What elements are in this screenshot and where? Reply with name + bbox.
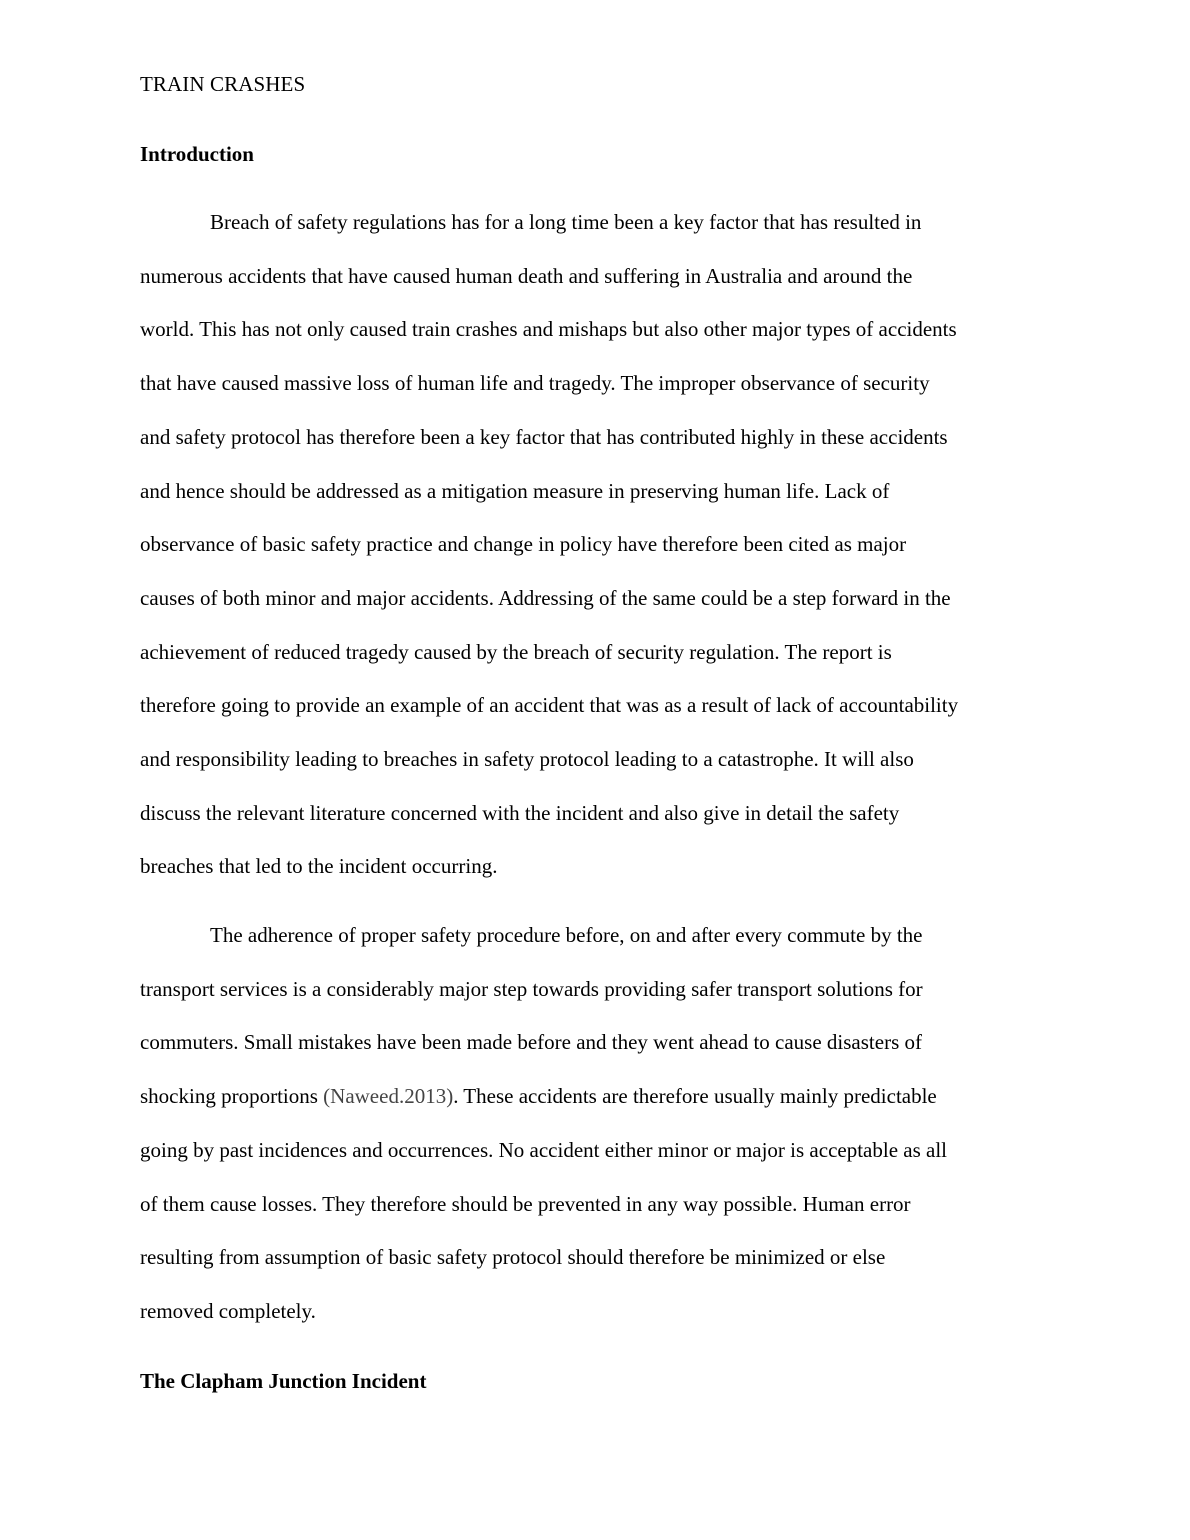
paragraph-line: causes of both minor and major accidents. Addressing of the same could be a step forward in the	[140, 585, 951, 610]
citation-naweed-2013[interactable]: (Naweed.2013)	[323, 1084, 454, 1109]
paragraph-line: that have caused massive loss of human life and tragedy. The improper observance of security	[140, 371, 930, 396]
paragraph-line: world. This has not only caused train crashes and mishaps but also other major types of accidents	[140, 317, 957, 342]
paragraph-line-with-citation	[140, 1070, 1060, 1124]
paragraph-line: and safety protocol has therefore been a key factor that has contributed highly in these accidents	[140, 424, 948, 449]
paragraph-line: and responsibility leading to breaches in safety protocol leading to a catastrophe. It will also	[140, 747, 914, 772]
paragraph-line: transport services is a considerably major step towards providing safer transport solutions for	[140, 976, 923, 1001]
paragraph-line: achievement of reduced tragedy caused by the breach of security regulation. The report is	[140, 639, 892, 664]
paragraph-line: resulting from assumption of basic safety protocol should therefore be minimized or else	[140, 1245, 886, 1270]
line-text: . These accidents are therefore usually mainly predictable	[453, 1084, 937, 1109]
paragraph-line: breaches that led to the incident occurring.	[140, 854, 498, 879]
paragraph-line: and hence should be addressed as a mitigation measure in preserving human life. Lack of	[140, 478, 890, 503]
paragraph-line: observance of basic safety practice and change in policy have therefore been cited as major	[140, 532, 907, 557]
paragraph-line: numerous accidents that have caused human death and suffering in Australia and around the	[140, 263, 913, 288]
paragraph-line: discuss the relevant literature concerned with the incident and also give in detail the safety	[140, 800, 900, 825]
paragraph-1	[140, 196, 1060, 894]
paragraph-line: going by past incidences and occurrences. No accident either minor or major is acceptable as all	[140, 1137, 948, 1162]
paragraph-line: removed completely.	[140, 1298, 316, 1323]
paragraph-line: of them cause losses. They therefore should be prevented in any way possible. Human error	[140, 1191, 911, 1216]
paragraph-line: therefore going to provide an example of an accident that was as a result of lack of accountability	[140, 693, 959, 718]
paragraph-line: The adherence of proper safety procedure before, on and after every commute by the	[210, 923, 923, 947]
paragraph-line: Breach of safety regulations has for a long time been a key factor that has resulted in	[210, 210, 922, 234]
section-heading-introduction: Introduction	[140, 142, 254, 166]
paragraph-line: commuters. Small mistakes have been made before and they went ahead to cause disasters of	[140, 1030, 922, 1055]
line-text: shocking proportions	[140, 1084, 324, 1109]
paragraph-2	[140, 909, 1060, 1339]
running-head: TRAIN CRASHES	[140, 72, 306, 96]
section-heading-clapham-junction: The Clapham Junction Incident	[140, 1369, 427, 1393]
